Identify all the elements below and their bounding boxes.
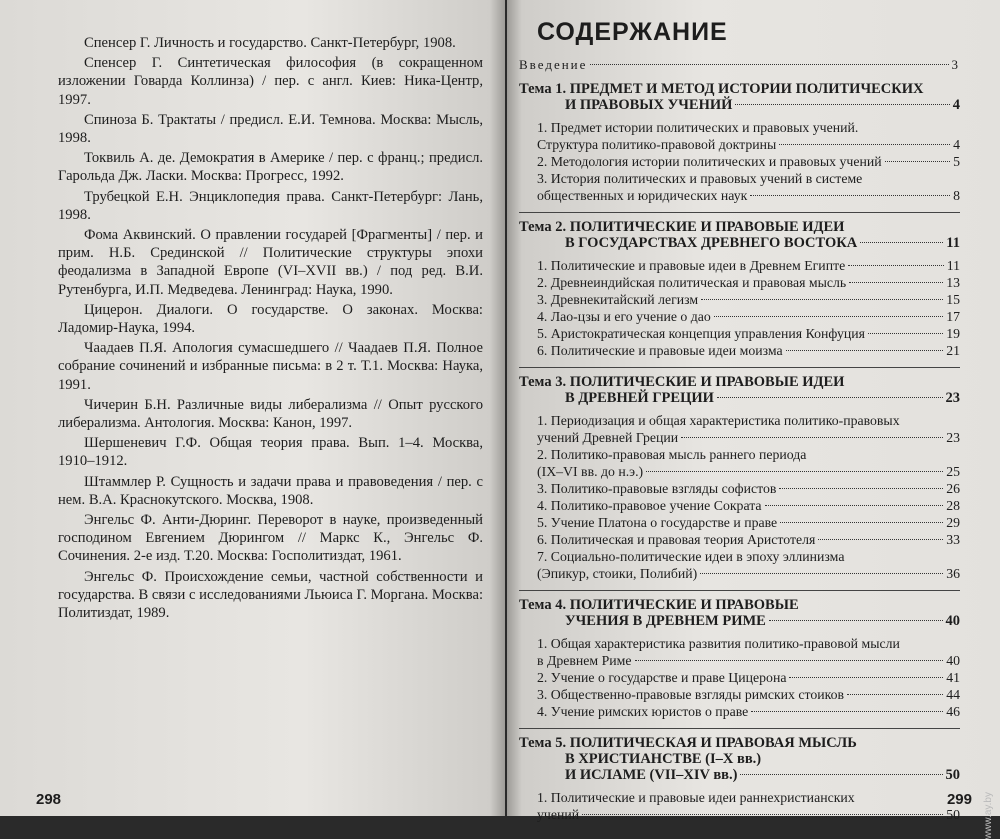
- leader-dots: [701, 299, 943, 300]
- toc-item: [537, 565, 960, 582]
- toc-item: [537, 806, 960, 823]
- toc-item-text: 3. Древнекитайский легизм: [537, 292, 699, 307]
- toc-item: [537, 325, 960, 342]
- divider: [519, 728, 960, 729]
- toc-item-line: 7. Социально-политические идеи в эпоху эллинизма: [537, 549, 845, 564]
- bib-entry: Фома Аквинский. О правлении государей [Фрагменты] / пер. и прим. Н.Б. Срединской // Политические структуры эпохи феодализма в Западной Европе (VI–XVII вв.) / под ред. В.И. Рутенбурга, И.П. Медведева. Ленинград: Наука, 1990.: [58, 227, 483, 298]
- toc-item-page: 40: [946, 653, 960, 668]
- leader-dots: [751, 711, 943, 712]
- watermark: www.ay.by: [983, 792, 994, 839]
- toc-items: [519, 789, 960, 823]
- toc-item-page: 36: [946, 566, 960, 581]
- theme-line-text: УЧЕНИЯ В ДРЕВНЕМ РИМЕ: [565, 613, 766, 629]
- theme-page: 23: [945, 390, 960, 406]
- leader-dots: [590, 64, 948, 65]
- toc-item-text: 2. Учение о государстве и праве Цицерона: [537, 670, 787, 685]
- leader-dots: [779, 488, 943, 489]
- toc-items: [519, 412, 960, 582]
- toc-item: [537, 463, 960, 480]
- toc-item-line: 1. Политические и правовые идеи раннехристианских: [537, 790, 855, 805]
- leader-dots: [714, 316, 943, 317]
- theme-line-text: В ДРЕВНЕЙ ГРЕЦИИ: [565, 390, 714, 406]
- toc-item-text: 6. Политическая и правовая теория Аристотеля: [537, 532, 816, 547]
- toc-item: [537, 669, 960, 686]
- toc-item-text: 1. Политические и правовые идеи в Древнем Египте: [537, 258, 846, 273]
- leader-dots: [786, 350, 944, 351]
- leader-dots: [779, 144, 950, 145]
- bib-entry: Чаадаев П.Я. Апология сумасшедшего // Чаадаев П.Я. Полное собрание сочинений и избранные письма: в 2 т. Т.1. Москва: Наука, 1991.: [58, 340, 483, 393]
- toc-item-text: Структура политико-правовой доктрины: [537, 137, 777, 152]
- divider: [519, 590, 960, 591]
- leader-dots: [868, 333, 943, 334]
- toc-item-page: 26: [946, 481, 960, 496]
- toc-item-line: 3. История политических и правовых учений в системе: [537, 171, 863, 186]
- toc-item-page: 23: [946, 430, 960, 445]
- bib-entry: Штаммлер Р. Сущность и задачи права и правоведения / пер. с нем. В.А. Краснокутского. Москва, 1908.: [58, 473, 483, 508]
- leader-dots: [765, 505, 944, 506]
- bib-entry: Чичерин Б.Н. Различные виды либерализма // Опыт русского либерализма. Антология. Москва: Канон, 1997.: [58, 396, 483, 432]
- theme-page: 4: [952, 97, 960, 113]
- toc-item: [537, 686, 960, 703]
- leader-dots: [789, 677, 943, 678]
- toc-items: [519, 257, 960, 359]
- toc-item-text: 2. Древнеиндийская политическая и правовая мысль: [537, 275, 847, 290]
- toc-item-page: 29: [946, 515, 960, 530]
- toc-theme-heading: [519, 81, 960, 113]
- toc-item-page: 19: [946, 326, 960, 341]
- theme-line: [519, 767, 960, 783]
- toc-theme-heading: [519, 374, 960, 406]
- leader-dots: [735, 104, 949, 105]
- leader-dots: [717, 397, 943, 398]
- bib-entry: Спенсер Г. Синтетическая философия (в сокращенном изложении Говарда Коллинза) / пер. с англ. Киев: Ника-Центр, 1997.: [58, 55, 483, 108]
- toc-item-text: учений Древней Греции: [537, 430, 679, 445]
- toc-intro-page: 3: [951, 57, 960, 72]
- theme-line-text: И ИСЛАМЕ (VII–XIV вв.): [565, 767, 738, 783]
- leader-dots: [860, 242, 943, 243]
- toc-item-line: 1. Общая характеристика развития политико-правовой мысли: [537, 636, 900, 651]
- toc-item-text: 4. Учение римских юристов о праве: [537, 704, 749, 719]
- theme-line-text: В ГОСУДАРСТВАХ ДРЕВНЕГО ВОСТОКА: [565, 235, 858, 251]
- toc-item-line: 1. Периодизация и общая характеристика политико-правовых: [537, 413, 900, 428]
- leader-dots: [681, 437, 943, 438]
- bib-entry: Цицерон. Диалоги. О государстве. О законах. Москва: Ладомир-Наука, 1994.: [58, 301, 483, 337]
- toc-item-text: 4. Политико-правовое учение Сократа: [537, 498, 762, 513]
- toc-item-text: 4. Лао-цзы и его учение о дао: [537, 309, 711, 324]
- toc-item-page: 11: [946, 258, 960, 273]
- toc-item-text: учений: [537, 807, 580, 822]
- bib-entry: Трубецкой Е.Н. Энциклопедия права. Санкт-Петербург: Лань, 1998.: [58, 188, 483, 223]
- leader-dots: [740, 774, 942, 775]
- toc-item: [537, 187, 960, 204]
- toc-item: [537, 703, 960, 720]
- toc-item-text: 3. Общественно-правовые взгляды римских стоиков: [537, 687, 845, 702]
- toc-item-page: 15: [946, 292, 960, 307]
- leader-dots: [885, 161, 950, 162]
- theme-line: [519, 390, 960, 406]
- toc-item: [537, 497, 960, 514]
- toc-item-page: 8: [953, 188, 960, 203]
- theme-page: 50: [945, 767, 960, 783]
- toc-item-text: (IX–VI вв. до н.э.): [537, 464, 644, 479]
- toc-item-page: 5: [953, 154, 960, 169]
- divider: [519, 367, 960, 368]
- theme-line-text: И ПРАВОВЫХ УЧЕНИЙ: [565, 97, 733, 113]
- toc-intro: [519, 57, 960, 73]
- toc-item-text: (Эпикур, стоики, Полибий): [537, 566, 698, 581]
- leader-dots: [848, 265, 943, 266]
- leader-dots: [635, 660, 944, 661]
- toc-item: [537, 308, 960, 325]
- bibliography: [58, 34, 483, 622]
- leader-dots: [849, 282, 943, 283]
- toc-item-text: 5. Аристократическая концепция управления Конфуция: [537, 326, 865, 341]
- left-page: [0, 0, 505, 816]
- bib-entry: Энгельс Ф. Анти-Дюринг. Переворот в науке, произведенный господином Евгением Дюрингом // Маркс К., Энгельс Ф. Сочинения. 2-е изд. Т.20. Москва: Госполитиздат, 1961.: [58, 512, 483, 565]
- toc-item: [537, 274, 960, 291]
- toc-item-text: 2. Методология истории политических и правовых учений: [537, 154, 882, 169]
- toc-item-page: 17: [946, 309, 960, 324]
- bib-entry: Шершеневич Г.Ф. Общая теория права. Вып. 1–4. Москва, 1910–1912.: [58, 435, 483, 470]
- leader-dots: [780, 522, 943, 523]
- divider: [519, 212, 960, 213]
- leader-dots: [847, 694, 943, 695]
- bib-entry: Спенсер Г. Личность и государство. Санкт-Петербург, 1908.: [84, 35, 456, 51]
- toc-item-page: 25: [946, 464, 960, 479]
- toc-item-page: 13: [946, 275, 960, 290]
- toc-item: [537, 514, 960, 531]
- toc-item-text: 3. Политико-правовые взгляды софистов: [537, 481, 777, 496]
- theme-page: 40: [945, 613, 960, 629]
- toc-item-page: 44: [946, 687, 960, 702]
- theme-line: [519, 613, 960, 629]
- leader-dots: [582, 814, 943, 815]
- toc-item-line: 2. Политико-правовая мысль раннего периода: [537, 447, 807, 462]
- bib-entry: Токвиль А. де. Демократия в Америке / пер. с франц.; предисл. Гарольда Дж. Ласки. Москва: Прогресс, 1992.: [58, 150, 483, 185]
- toc-item: [537, 531, 960, 548]
- leader-dots: [700, 573, 943, 574]
- theme-line: Тема 5. ПОЛИТИЧЕСКАЯ И ПРАВОВАЯ МЫСЛЬ: [519, 735, 857, 751]
- toc-item-text: в Древнем Риме: [537, 653, 632, 668]
- leader-dots: [646, 471, 943, 472]
- toc-theme-heading: [519, 735, 960, 783]
- toc-items: [519, 119, 960, 204]
- leader-dots: [750, 195, 950, 196]
- toc-item-text: общественных и юридических наук: [537, 188, 748, 203]
- leader-dots: [818, 539, 943, 540]
- toc-themes: [519, 81, 960, 720]
- toc-item: [537, 652, 960, 669]
- toc-item-line: 1. Предмет истории политических и правовых учений.: [537, 120, 859, 135]
- toc-item: [537, 291, 960, 308]
- toc-item: [537, 153, 960, 170]
- toc-item-text: 6. Политические и правовые идеи моизма: [537, 343, 783, 358]
- theme-line: В ХРИСТИАНСТВЕ (I–X вв.): [565, 751, 762, 767]
- toc-item-page: 28: [946, 498, 960, 513]
- toc-item-page: 50: [946, 807, 960, 822]
- toc-item: [537, 257, 960, 274]
- toc-item-page: 4: [953, 137, 960, 152]
- toc-item-text: 5. Учение Платона о государстве и праве: [537, 515, 778, 530]
- right-page: [507, 0, 1000, 839]
- theme-page: 11: [946, 235, 960, 251]
- toc-item-page: 21: [946, 343, 960, 358]
- page-number-right: 299: [946, 791, 972, 808]
- leader-dots: [769, 620, 943, 621]
- toc-title: СОДЕРЖАНИЕ: [537, 18, 728, 46]
- theme-line: [519, 235, 960, 251]
- toc-items: [519, 635, 960, 720]
- theme-line: [519, 97, 960, 113]
- theme-line: Тема 2. ПОЛИТИЧЕСКИЕ И ПРАВОВЫЕ ИДЕИ: [519, 219, 845, 235]
- toc-item: [537, 429, 960, 446]
- toc-item-page: 46: [946, 704, 960, 719]
- toc-theme-heading: [519, 597, 960, 629]
- toc-intro-label: Введение: [519, 57, 588, 72]
- toc-item: [537, 342, 960, 359]
- bib-entry: Энгельс Ф. Происхождение семьи, частной собственности и государства. В связи с исследованиями Льюиса Г. Моргана. Москва: Политиздат, 1989.: [58, 568, 483, 622]
- page-number-left: 298: [36, 791, 62, 808]
- toc-item-page: 33: [946, 532, 960, 547]
- theme-line: Тема 4. ПОЛИТИЧЕСКИЕ И ПРАВОВЫЕ: [519, 597, 799, 613]
- theme-line: Тема 3. ПОЛИТИЧЕСКИЕ И ПРАВОВЫЕ ИДЕИ: [519, 374, 845, 390]
- bib-entry: Спиноза Б. Трактаты / предисл. Е.И. Темнова. Москва: Мысль, 1998.: [58, 111, 483, 147]
- toc-theme-heading: [519, 219, 960, 251]
- toc-item: [537, 480, 960, 497]
- toc-item-page: 41: [946, 670, 960, 685]
- toc-item: [537, 136, 960, 153]
- theme-line: Тема 1. ПРЕДМЕТ И МЕТОД ИСТОРИИ ПОЛИТИЧЕСКИХ: [519, 81, 924, 97]
